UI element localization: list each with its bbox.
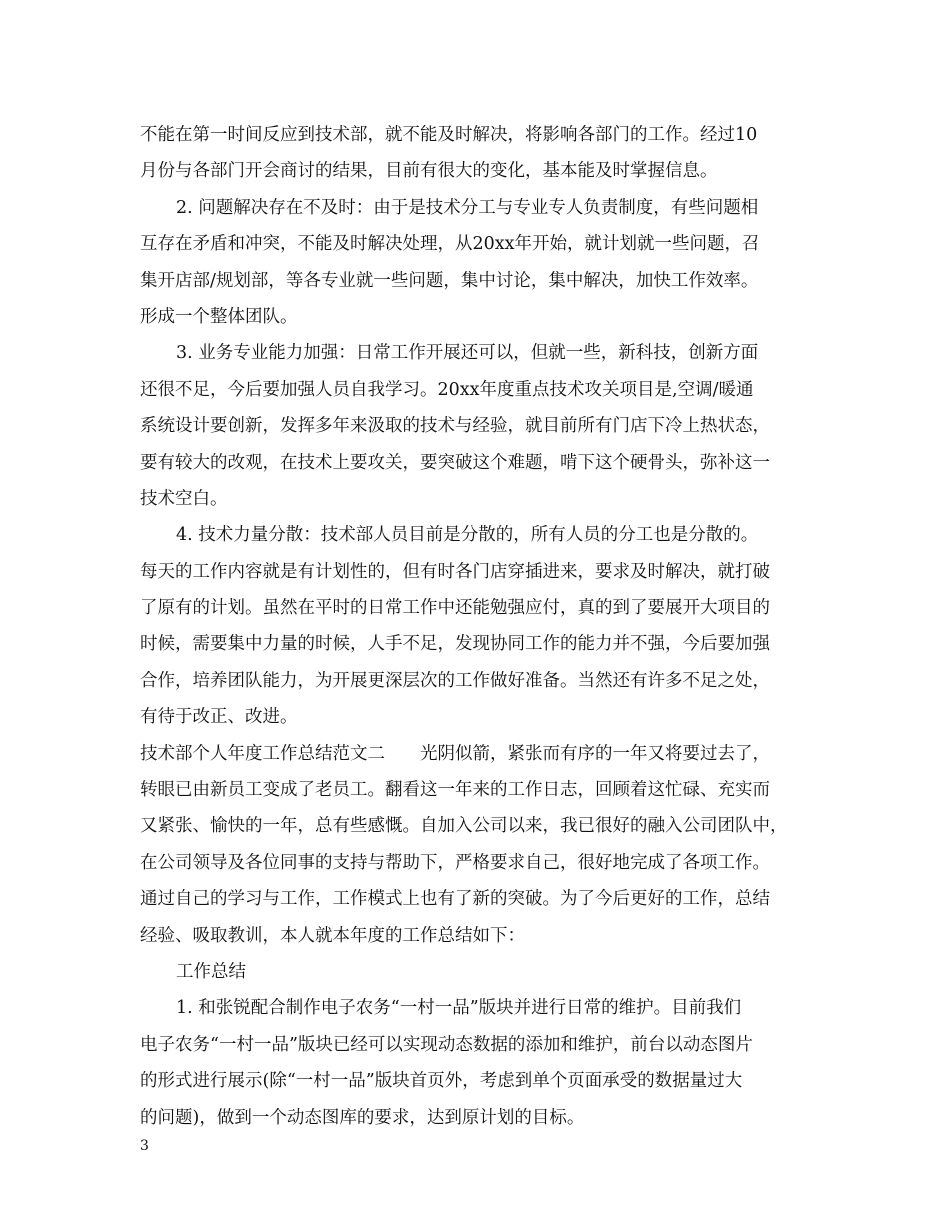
text-line: 月份与各部门开会商讨的结果，目前有很大的变化，基本能及时掌握信息。: [140, 161, 718, 182]
text-line: 技术部个人年度工作总结范文二 光阴似箭，紧张而有序的一年又将要过去了，: [140, 743, 770, 764]
text-line: 每天的工作内容就是有计划性的，但有时各门店穿插进来，要求及时解决，就打破: [140, 561, 770, 582]
text-line: 合作，培养团队能力，为开展更深层次的工作做好准备。当然还有许多不足之处，: [140, 670, 770, 691]
text-line: 3. 业务专业能力加强：日常工作开展还可以，但就一些，新科技，创新方面: [176, 343, 759, 364]
text-line: 工作总结: [176, 961, 246, 982]
text-line: 不能在第一时间反应到技术部，就不能及时解决，将影响各部门的工作。经过10: [140, 125, 758, 145]
text-line: 的形式进行展示(除“一村一品”版块首页外，考虑到单个页面承受的数据量过大: [140, 1071, 743, 1092]
text-line: 还很不足，今后要加强人员自我学习。20xx年度重点技术攻关项目是,空调/暖通: [140, 379, 754, 400]
text-line: 在公司领导及各位同事的支持与帮助下，严格要求自己，很好地完成了各项工作。: [140, 852, 770, 873]
text-line: 技术空白。: [140, 488, 228, 509]
text-line: 了原有的计划。虽然在平时的日常工作中还能勉强应付，真的到了要展开大项目的: [140, 598, 770, 619]
text-line: 要有较大的改观，在技术上要攻关，要突破这个难题，啃下这个硬骨头，弥补这一: [140, 452, 770, 473]
text-line: 经验、吸取教训，本人就本年度的工作总结如下：: [140, 925, 525, 946]
text-line: 2. 问题解决存在不及时：由于是技术分工与专业专人负责制度，有些问题相: [176, 197, 759, 218]
text-line: 集开店部/规划部，等各专业就一些问题，集中讨论，集中解决，加快工作效率。: [140, 270, 759, 291]
text-line: 系统设计要创新，发挥多年来汲取的技术与经验，就目前所有门店下冷上热状态，: [140, 416, 770, 437]
text-line: 有待于改正、改进。: [140, 707, 298, 728]
text-line: 形成一个整体团队。: [140, 306, 298, 327]
text-line: 的问题)，做到一个动态图库的要求，达到原计划的目标。: [140, 1107, 585, 1128]
body-text: [140, 117, 812, 1136]
text-line: 互存在矛盾和冲突，不能及时解决处理，从20xx年开始，就计划就一些问题，召: [140, 234, 760, 255]
text-line: 时候，需要集中力量的时候，人手不足，发现协同工作的能力并不强，今后要加强: [140, 634, 770, 655]
text-line: 4. 技术力量分散：技术部人员目前是分散的，所有人员的分工也是分散的。: [176, 525, 759, 546]
text-line: 通过自己的学习与工作，工作模式上也有了新的突破。为了今后更好的工作，总结: [140, 889, 770, 910]
text-line: 电子农务“一村一品”版块已经可以实现动态数据的添加和维护，前台以动态图片: [140, 1034, 753, 1055]
text-line: 1. 和张锐配合制作电子农务“一村一品”版块并进行日常的维护。目前我们: [176, 998, 742, 1019]
text-line: 转眼已由新员工变成了老员工。翻看这一年来的工作日志，回顾着这忙碌、充实而: [140, 780, 770, 801]
text-line: 又紧张、愉快的一年，总有些感慨。自加入公司以来，我已很好的融入公司团队中，: [140, 816, 788, 837]
page-number: 3: [140, 1138, 149, 1154]
